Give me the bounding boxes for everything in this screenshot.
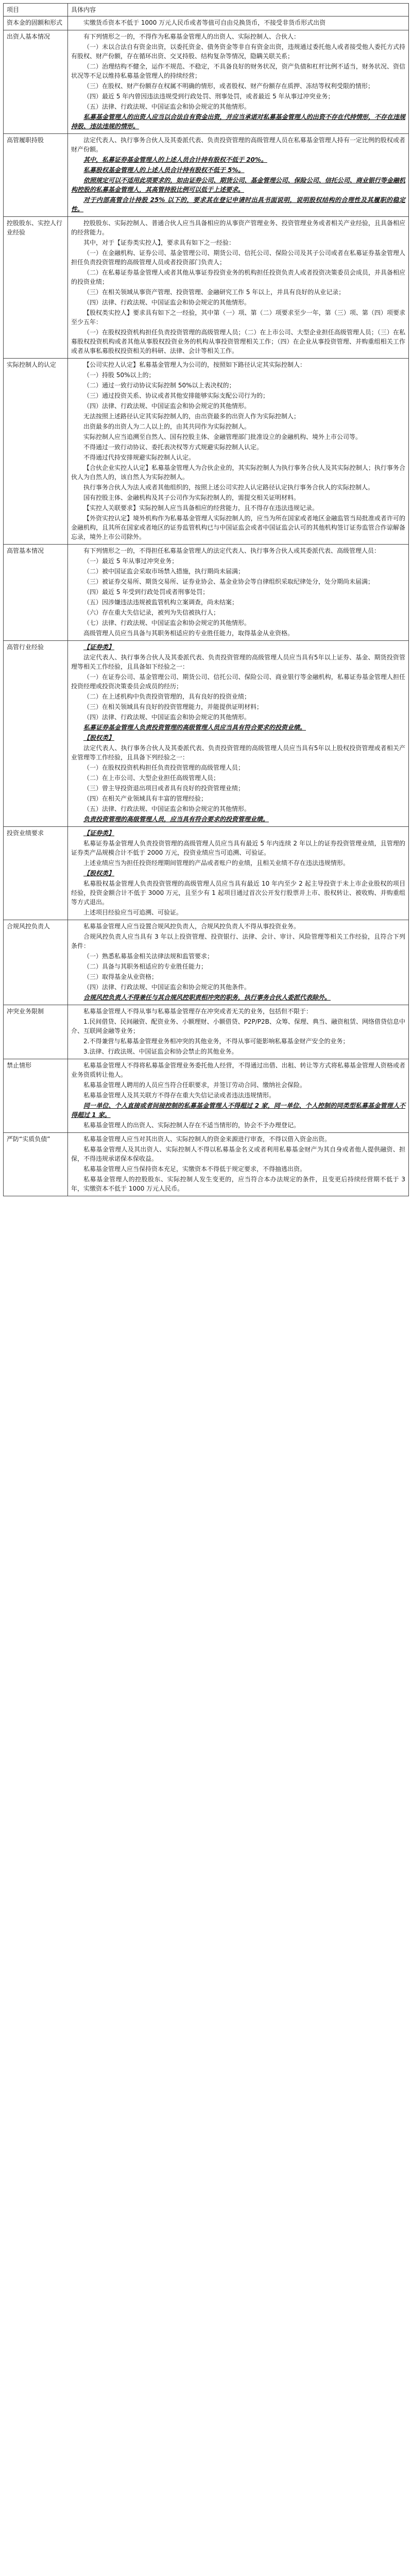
document: [3, 3, 409, 1196]
row-title: 冲突业务限制: [4, 1005, 68, 1059]
paragraph: （三）通过投资关系、协议或者其他安排能够实际支配公司行为的；: [83, 392, 269, 399]
emphasized-paragraph: 【股权类】: [83, 870, 115, 877]
row-title: 严防“实质负债”: [4, 1133, 68, 1196]
paragraph: （四）法律、行政法规、中国证监会和协会规定的其他情形。: [83, 714, 251, 721]
table-row: [4, 134, 409, 217]
paragraph: 实缴货币资本不低于 1000 万元人民币或者等值可自由兑换货币，不接受非货币形式出资: [83, 19, 326, 26]
paragraph: 其中，对于【证券类实控人】，要求具有如下之一经验：: [83, 239, 235, 246]
paragraph: （二）在上述机构中负责投资管理的，具有良好的投资业绩；: [83, 693, 251, 700]
row-content: [68, 1005, 409, 1059]
row-content: [68, 359, 409, 545]
paragraph: （二）被中国证监会采取市场禁入措施，执行期尚未届满；: [83, 568, 245, 575]
paragraph: （五）法律、行政法规、中国证监会和协会规定的其他情形。: [83, 805, 251, 812]
paragraph: 合规风控负责人应当具有 3 年以上投资管理、投资银行、法律、会计、审计、风险管理等相关工作经验，且符合下列条件：: [71, 933, 405, 950]
row-title: 高管行业经验: [4, 641, 68, 827]
paragraph: （一）最近 5 年从事过冲突业务；: [83, 557, 178, 565]
paragraph: 上述项目经验应当可追溯、可验证。: [83, 909, 183, 916]
paragraph: 不得通过代持安排规避实际控制人认定。: [83, 454, 195, 461]
row-title: 资本金的固额和形式: [4, 16, 68, 30]
paragraph: 出资最多的出资人为二人以上的，由其共同作为实际控制人。: [83, 423, 251, 430]
paragraph: （六）存在重大失信记录，被列为失信被执行人；: [83, 609, 220, 616]
paragraph: 私募基金管理人应当保持资本充足，实缴资本不得低于规定要求，不得抽逃出资。: [83, 1165, 306, 1173]
paragraph: 1.民间借贷、民间融资、配资业务、小额理财、小额借贷、P2P/P2B、众筹、保理、典当、融资租赁、网络借贷信息中介、互联网金融等业务；: [71, 1018, 405, 1035]
paragraph: （二）在上市公司、大型企业担任高级管理人员；: [83, 774, 220, 782]
paragraph: （四）法律、行政法规、中国证监会和协会规定的其他情形。: [83, 402, 251, 410]
paragraph: 不得通过一致行动协议、委托表决权等方式规避实际控制人认定。: [83, 444, 263, 451]
paragraph: 国有控股主体、金融机构及其子公司作为实际控制人的，需提交相关证明材料。: [83, 494, 300, 501]
row-content: [68, 16, 409, 30]
row-title: 高管履职持股: [4, 134, 68, 217]
paragraph: （一）熟悉私募基金相关法律法规和监管要求；: [83, 953, 214, 960]
emphasized-paragraph: 合规风控负责人不得兼任与其合规风控职责相冲突的职务，执行事务合伙人委派代表除外。: [83, 994, 331, 1001]
table-row: [4, 1059, 409, 1133]
table-row: [4, 827, 409, 920]
paragraph: 上述业绩应当为担任投资经理期间管理的产品或者账户的业绩，且相关业绩不存在违法违规情形。: [83, 859, 350, 867]
row-content: [68, 641, 409, 827]
paragraph: 私募基金管理人及其关联方不得存在重大失信记录或者违法违规情形。: [83, 1092, 276, 1099]
paragraph: 控股股东、实际控制人、普通合伙人应当具备相应的从事资产管理业务、投资管理业务或者相关产业经验，且具备相应的经营能力。: [71, 219, 405, 236]
row-content: [68, 134, 409, 217]
paragraph: （二）具备与其职务相适应的专业胜任能力；: [83, 963, 208, 970]
row-title: 合规风控负责人: [4, 920, 68, 1005]
emphasized-paragraph: 依照规定可以不适用此项要求的，如由证券公司、期货公司、基金管理公司、保险公司、信托公司、商业银行等金融机构控股的私募基金管理人，其高管持股比例可以低于上述要求。: [71, 177, 405, 193]
row-title: 高管基本情况: [4, 545, 68, 641]
paragraph: 【外资实控认定】境外机构作为私募基金管理人实际控制人的，应当为所在国家或者地区金融监管当局批准或者许可的金融机构，且其所在国家或者地区的证券监管机构已与中国证监会或者中国证监会认可的其他机构签订证券监管合作谅解备忘录，境外上市公司除外。: [71, 515, 405, 540]
table-row: [4, 1133, 409, 1196]
paragraph: 执行事务合伙人为法人或者其他组织的，按照上述公司实控人认定路径认定执行事务合伙人的实际控制人。: [83, 484, 374, 491]
emphasized-paragraph: 私募证券基金管理人负责投资管理的高级管理人员应当具有符合要求的投资业绩。: [83, 724, 306, 731]
paragraph: 私募基金管理人应当设置合规风控负责人，合规风控负责人不得从事投资业务。: [83, 923, 300, 930]
requirements-table: [3, 3, 409, 1196]
paragraph: （五）法律、行政法规、中国证监会和协会规定的其他情形。: [83, 103, 251, 110]
row-content: [68, 1133, 409, 1196]
emphasized-paragraph: 其中，私募证券基金管理人的上述人员合计持有股权不低于 20%。: [83, 156, 267, 163]
paragraph: （四）法律、行政法规、中国证监会和协会规定的其他条件。: [83, 984, 251, 991]
paragraph: 法定代表人、执行事务合伙人及其委派代表、负责投资管理的高级管理人员应当具有5年以上股权投资管理或者相关产业管理等工作经验，且具备下列经验之一：: [71, 744, 405, 761]
paragraph: （五）因涉嫌违法违规被监管机构立案调查，尚未结案；: [83, 599, 238, 606]
paragraph: （三）曾主导投资退出项目或者具有良好的投资管理业绩；: [83, 785, 245, 792]
table-row: [4, 16, 409, 30]
paragraph: （二）治理结构不健全，运作不规范、不稳定，不具备良好的财务状况，资产负债和杠杆比例不适当，财务状况、资信状况等不足以维持私募基金管理人的持续经营；: [71, 63, 405, 79]
emphasized-paragraph: 私募基金管理人的出资人应当以合法自有资金出资，并应当承诺对私募基金管理人的出资不存在代持情形，不存在违规持股、违法违规的情形。: [71, 113, 405, 130]
paragraph: （一）在金融机构、证券公司、基金管理公司、期货公司、信托公司、保险公司及其子公司或者在私募证券基金管理人担任负责投资管理的高级管理人员或者投资部门负责人；: [71, 249, 405, 266]
row-title: 投资业绩要求: [4, 827, 68, 920]
paragraph: （一）持股 50%以上的；: [83, 371, 155, 379]
paragraph: 2.不得兼营与私募基金管理业务相冲突的其他业务，不得从事可能影响私募基金财产安全的业务；: [83, 1038, 349, 1045]
row-title: 禁止情形: [4, 1059, 68, 1133]
table-row: [4, 359, 409, 545]
paragraph: 法定代表人、执行事务合伙人及其委派代表、负责投资管理的高级管理人员应当具有5年以上证券、基金、期货投资管理等相关工作经验，且具备如下经验之一：: [71, 654, 405, 670]
paragraph: （一）在股权投资机构担任负责投资管理的高级管理人员；: [83, 764, 245, 771]
paragraph: 私募基金管理人应当对其出资人、实际控制人的资金来源进行审查，不得以借入资金出资。: [83, 1136, 331, 1143]
emphasized-paragraph: 【股权类】: [83, 734, 115, 741]
emphasized-paragraph: 【证券类】: [83, 829, 115, 837]
paragraph: 私募证券基金管理人负责投资管理的高级管理人员应当具有最近 5 年内连续 2 年以上的证券投资管理业绩，且管理的证券类产品规模合计不低于 2000 万元，投资业绩应当可追溯、可验证。: [71, 840, 405, 856]
paragraph: （四）法律、行政法规、中国证监会和协会规定的其他情形。: [83, 299, 251, 306]
row-content: [68, 827, 409, 920]
row-title: 实际控制人的认定: [4, 359, 68, 545]
paragraph: 【股权类实控人】要求具有如下之一经验，其中第（一）项、第（二）项要求至少一年，第（三）项、第（四）项要求至少五年：: [71, 309, 405, 326]
paragraph: 【实控人关联要求】实际控制人应当具备相应的经营能力，且不得存在违法违规记录。: [83, 504, 319, 512]
paragraph: 实际控制人应当追溯至自然人、国有控股主体、金融管理部门批准设立的金融机构、境外上市公司等。: [83, 433, 362, 440]
paragraph: 无法按照上述路径认定其实际控制人的，由出资最多的出资人作为实际控制人；: [83, 413, 300, 420]
row-title: 控股股东、实控人行业经验: [4, 217, 68, 359]
paragraph: 私募基金管理人的出资人、实际控制人存在不适当情形的，协会不予办理登记。: [83, 1122, 300, 1129]
paragraph: （三）在相关领域具有良好的投资管理能力，并能提供证明材料；: [83, 703, 263, 710]
emphasized-paragraph: 私募股权基金管理人的上述人员合计持有股权不低于 5%。: [83, 166, 245, 174]
paragraph: （二）通过一致行动协议实际控制 50%以上表决权的；: [83, 382, 235, 389]
paragraph: 私募基金管理人及其出资人、实际控制人不得以私募基金名义或者利用私募基金财产为其自身或者他人提供融资、担保，不得违规承诺保本保收益。: [71, 1146, 405, 1162]
paragraph: 【合伙企业实控人认定】私募基金管理人为合伙企业的，其实际控制人为执行事务合伙人及其实际控制人；执行事务合伙人为自然人的，该自然人为实际控制人。: [71, 464, 405, 481]
paragraph: （三）在相关领域从事资产管理、投资管理、金融研究工作 5 年以上，并具有良好的从业记录；: [83, 289, 345, 296]
row-content: [68, 217, 409, 359]
paragraph: 有下列情形之一的，不得担任私募基金管理人的法定代表人、执行事务合伙人或其委派代表、高级管理人员：: [83, 547, 381, 554]
paragraph: （四）在相关产业领域具有丰富的管理经验；: [83, 795, 208, 802]
paragraph: 私募基金管理人不得将私募基金管理业务委托他人经营，不得通过出借、出租、转让等方式将私募基金管理人资格或者业务资质转让他人。: [71, 1062, 405, 1078]
table-row: [4, 30, 409, 134]
paragraph: 私募基金管理人的控股股东、实际控制人发生变更的，应当符合本办法规定的条件，且变更后持续经营期不低于 3 年，实缴资本不低于 1000 万元人民币。: [71, 1176, 405, 1192]
paragraph: （四）最近 5 年受到行政处罚或者刑事处罚；: [83, 588, 209, 596]
paragraph: （二）在私募证券基金管理人或者其他从事证券投资业务的机构担任投资负责人或者投资决策委员会成员，并具备相应的投资业绩；: [71, 269, 405, 285]
header-item: 项目: [4, 4, 68, 16]
row-content: [68, 545, 409, 641]
paragraph: （三）在股权、财产份额存在权属不明确的情形，或者股权、财产份额存在质押、冻结等权利受限的情形；: [83, 82, 374, 90]
paragraph: （一）未以合法自有资金出资，以委托资金、债务资金等非自有资金出资，违规通过委托他人或者接受他人委托方式持有股权、财产份额，存在循环出资、交叉持股、结构复杂等情况，隐瞒关联关系；: [71, 43, 405, 60]
emphasized-paragraph: 【证券类】: [83, 643, 115, 651]
paragraph: （七）法律、行政法规、中国证监会和协会规定的其他情形。: [83, 619, 251, 626]
paragraph: 私募基金管理人不得从事与私募基金管理存在冲突或者无关的业务，包括但不限于：: [83, 1008, 313, 1015]
row-title: 出资人基本情况: [4, 30, 68, 134]
paragraph: 法定代表人、执行事务合伙人及其委派代表、负责投资管理的高级管理人员在私募基金管理人持有一定比例的股权或者财产份额。: [71, 137, 405, 153]
table-row: [4, 217, 409, 359]
paragraph: （三）取得基金从业资格；: [83, 973, 158, 980]
paragraph: （四）最近 5 年内曾因违法违规受到行政处罚、刑事处罚，或者最近 5 年从事过冲突业务；: [83, 93, 334, 100]
emphasized-paragraph: 对于内部高管合计持股 25% 以下的，要求其在登记申请时出具书面说明，说明股权结构的合理性及其履职的稳定性。: [71, 196, 405, 213]
paragraph: 私募股权基金管理人负责投资管理的高级管理人员应当具有最近 10 年内至少 2 起主导投资于未上市企业股权的项目经验，投资金额合计不低于 3000 万元，且至少有 1 起项目通过首次公开发行股票并上市、股权转让、被收购、并购重组等方式退出。: [71, 880, 405, 906]
table-row: [4, 920, 409, 1005]
table-row: [4, 545, 409, 641]
row-content: [68, 30, 409, 134]
row-content: [68, 1059, 409, 1133]
table-row: [4, 641, 409, 827]
paragraph: （一）在股权投资机构担任负责投资管理的高级管理人员；（二）在上市公司、大型企业担任高级管理人员；（三）在私募股权投资机构或者其他从事股权投资业务的机构从事投资管理相关工作；（四）在企业从事投资管理、并购重组相关工作或者从事私募股权投资相关的科研、法律、会计等相关工作。: [71, 329, 405, 354]
paragraph: 高级管理人员应当具备与其职务相适应的专业胜任能力，取得基金从业资格。: [83, 630, 294, 637]
paragraph: 【公司实控人认定】私募基金管理人为公司的，按照如下路径认定其实际控制人：: [83, 361, 306, 368]
emphasized-paragraph: 同一单位、个人直接或者间接控制的私募基金管理人不得超过 2 家，同一单位、个人控制的同类型私募基金管理人不得超过 1 家。: [71, 1102, 405, 1118]
paragraph: 私募基金管理人聘用的人员应当符合任职要求，并签订劳动合同、缴纳社会保险。: [83, 1081, 306, 1089]
table-row: [4, 1005, 409, 1059]
header-content: 具体内容: [68, 4, 409, 16]
paragraph: （一）在证券公司、基金管理公司、期货公司、信托公司、保险公司、商业银行等金融机构，私募证券基金管理人担任投资经理或投资决策委员会成员的经历；: [71, 673, 405, 690]
paragraph: 有下列情形之一的，不得作为私募基金管理人的出资人、实际控制人、合伙人：: [83, 33, 300, 40]
table-header-row: [4, 4, 409, 16]
paragraph: 3.法律、行政法规、中国证监会和协会禁止的其他业务。: [83, 1048, 238, 1055]
paragraph: （三）被证券交易所、期货交易所、证券业协会、基金业协会等自律组织采取纪律处分，处分期尚未届满；: [83, 578, 374, 585]
emphasized-paragraph: 负责投资管理的高级管理人员，应当具有符合要求的投资管理业绩。: [83, 816, 269, 823]
row-content: [68, 920, 409, 1005]
